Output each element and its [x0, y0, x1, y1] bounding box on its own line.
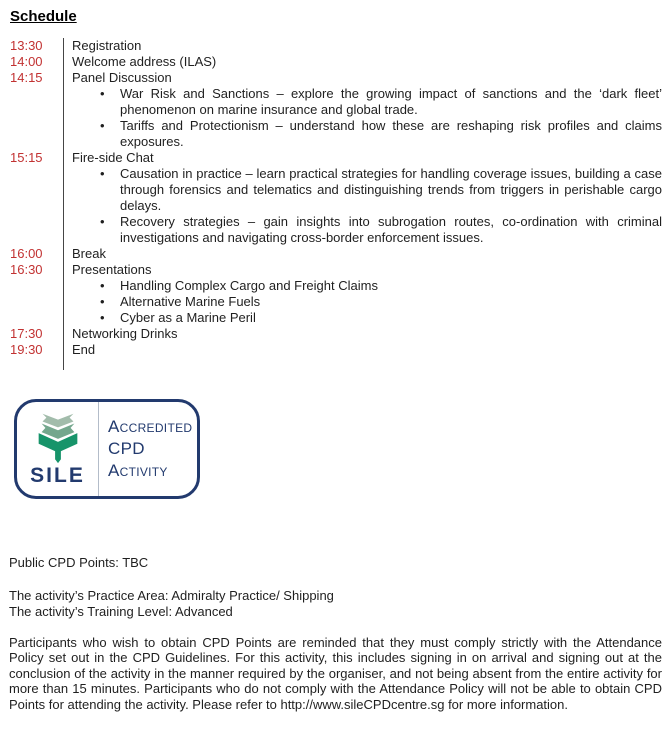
schedule-time: 16:30 [10, 262, 43, 277]
sile-tree-icon [29, 410, 87, 464]
tree-trunk [55, 448, 61, 463]
event-title: Panel Discussion [72, 70, 172, 85]
event-bullet: • Tariffs and Protectionism – understand how these are reshaping risk profiles and claims exposures. [120, 118, 662, 150]
schedule-event [63, 262, 662, 326]
event-title: Registration [72, 38, 142, 53]
schedule-event [63, 342, 662, 358]
schedule-event [63, 326, 662, 342]
schedule-time: 19:30 [10, 342, 43, 357]
event-bullets [72, 166, 662, 246]
logo-left-panel [17, 402, 99, 496]
event-bullet: • Recovery strategies – gain insights into subrogation routes, co-ordination with criminal investigations and navigating cross-border enforcement issues. [120, 214, 662, 246]
schedule-event [63, 246, 662, 262]
schedule-event [63, 38, 662, 54]
event-title: Presentations [72, 262, 152, 277]
event-bullet: • War Risk and Sanctions – explore the growing impact of sanctions and the ‘dark fleet’ phenomenon on marine insurance and global trade. [120, 86, 662, 118]
logo-accreditation-text [99, 402, 197, 496]
schedule-table [9, 38, 662, 370]
practice-area-line: The activity’s Practice Area: Admiralty Practice/ Shipping [9, 588, 334, 603]
page-title: Schedule [10, 8, 77, 25]
sile-cpd-logo [14, 399, 200, 499]
activity-details [9, 588, 662, 620]
event-title: Networking Drinks [72, 326, 178, 341]
schedule-time: 14:15 [10, 70, 43, 85]
schedule-time: 13:30 [10, 38, 43, 53]
schedule-spacer [63, 358, 662, 370]
attendance-policy-paragraph: Participants who wish to obtain CPD Points are reminded that they must comply strictly with the Attendance Policy set out in the CPD Guidelines. For this activity, this includes signing in on arrival and signing out at the conclusion of the activity in the manner required by the organiser, and not being absent from the entire activity for more than 15 minutes. Participants who do not comply with the Attendance Policy will not be able to obtain CPD Points for attending the activity. Please refer to http://www.sileCPDcentre.sg for more information. [9, 635, 662, 712]
event-bullet: • Cyber as a Marine Peril [120, 310, 662, 326]
event-bullets [72, 278, 662, 326]
schedule-event [63, 150, 662, 246]
logo-line-cpd: CPD [108, 439, 145, 458]
schedule-time: 17:30 [10, 326, 43, 341]
event-title: Break [72, 246, 106, 261]
event-bullet: • Handling Complex Cargo and Freight Claims [120, 278, 662, 294]
event-title: Fire-side Chat [72, 150, 154, 165]
schedule-event [63, 54, 662, 70]
schedule-time: 14:00 [10, 54, 43, 69]
logo-line-activity: Activity [108, 461, 168, 480]
event-title: Welcome address (ILAS) [72, 54, 217, 69]
event-bullet: • Causation in practice – learn practical strategies for handling coverage issues, building a case through forensics and telematics and distinguishing trends from triggers in perishable cargo delays. [120, 166, 662, 214]
event-bullets [72, 86, 662, 150]
sile-wordmark: SILE [30, 464, 85, 487]
schedule-event [63, 70, 662, 150]
logo-line-accredited: Accredited [108, 417, 193, 436]
training-level-line: The activity’s Training Level: Advanced [9, 604, 233, 619]
schedule-spacer [9, 358, 63, 370]
schedule-time: 16:00 [10, 246, 43, 261]
event-bullet: • Alternative Marine Fuels [120, 294, 662, 310]
event-title: End [72, 342, 96, 357]
cpd-points-line: Public CPD Points: TBC [9, 555, 149, 570]
schedule-time: 15:15 [10, 150, 43, 165]
